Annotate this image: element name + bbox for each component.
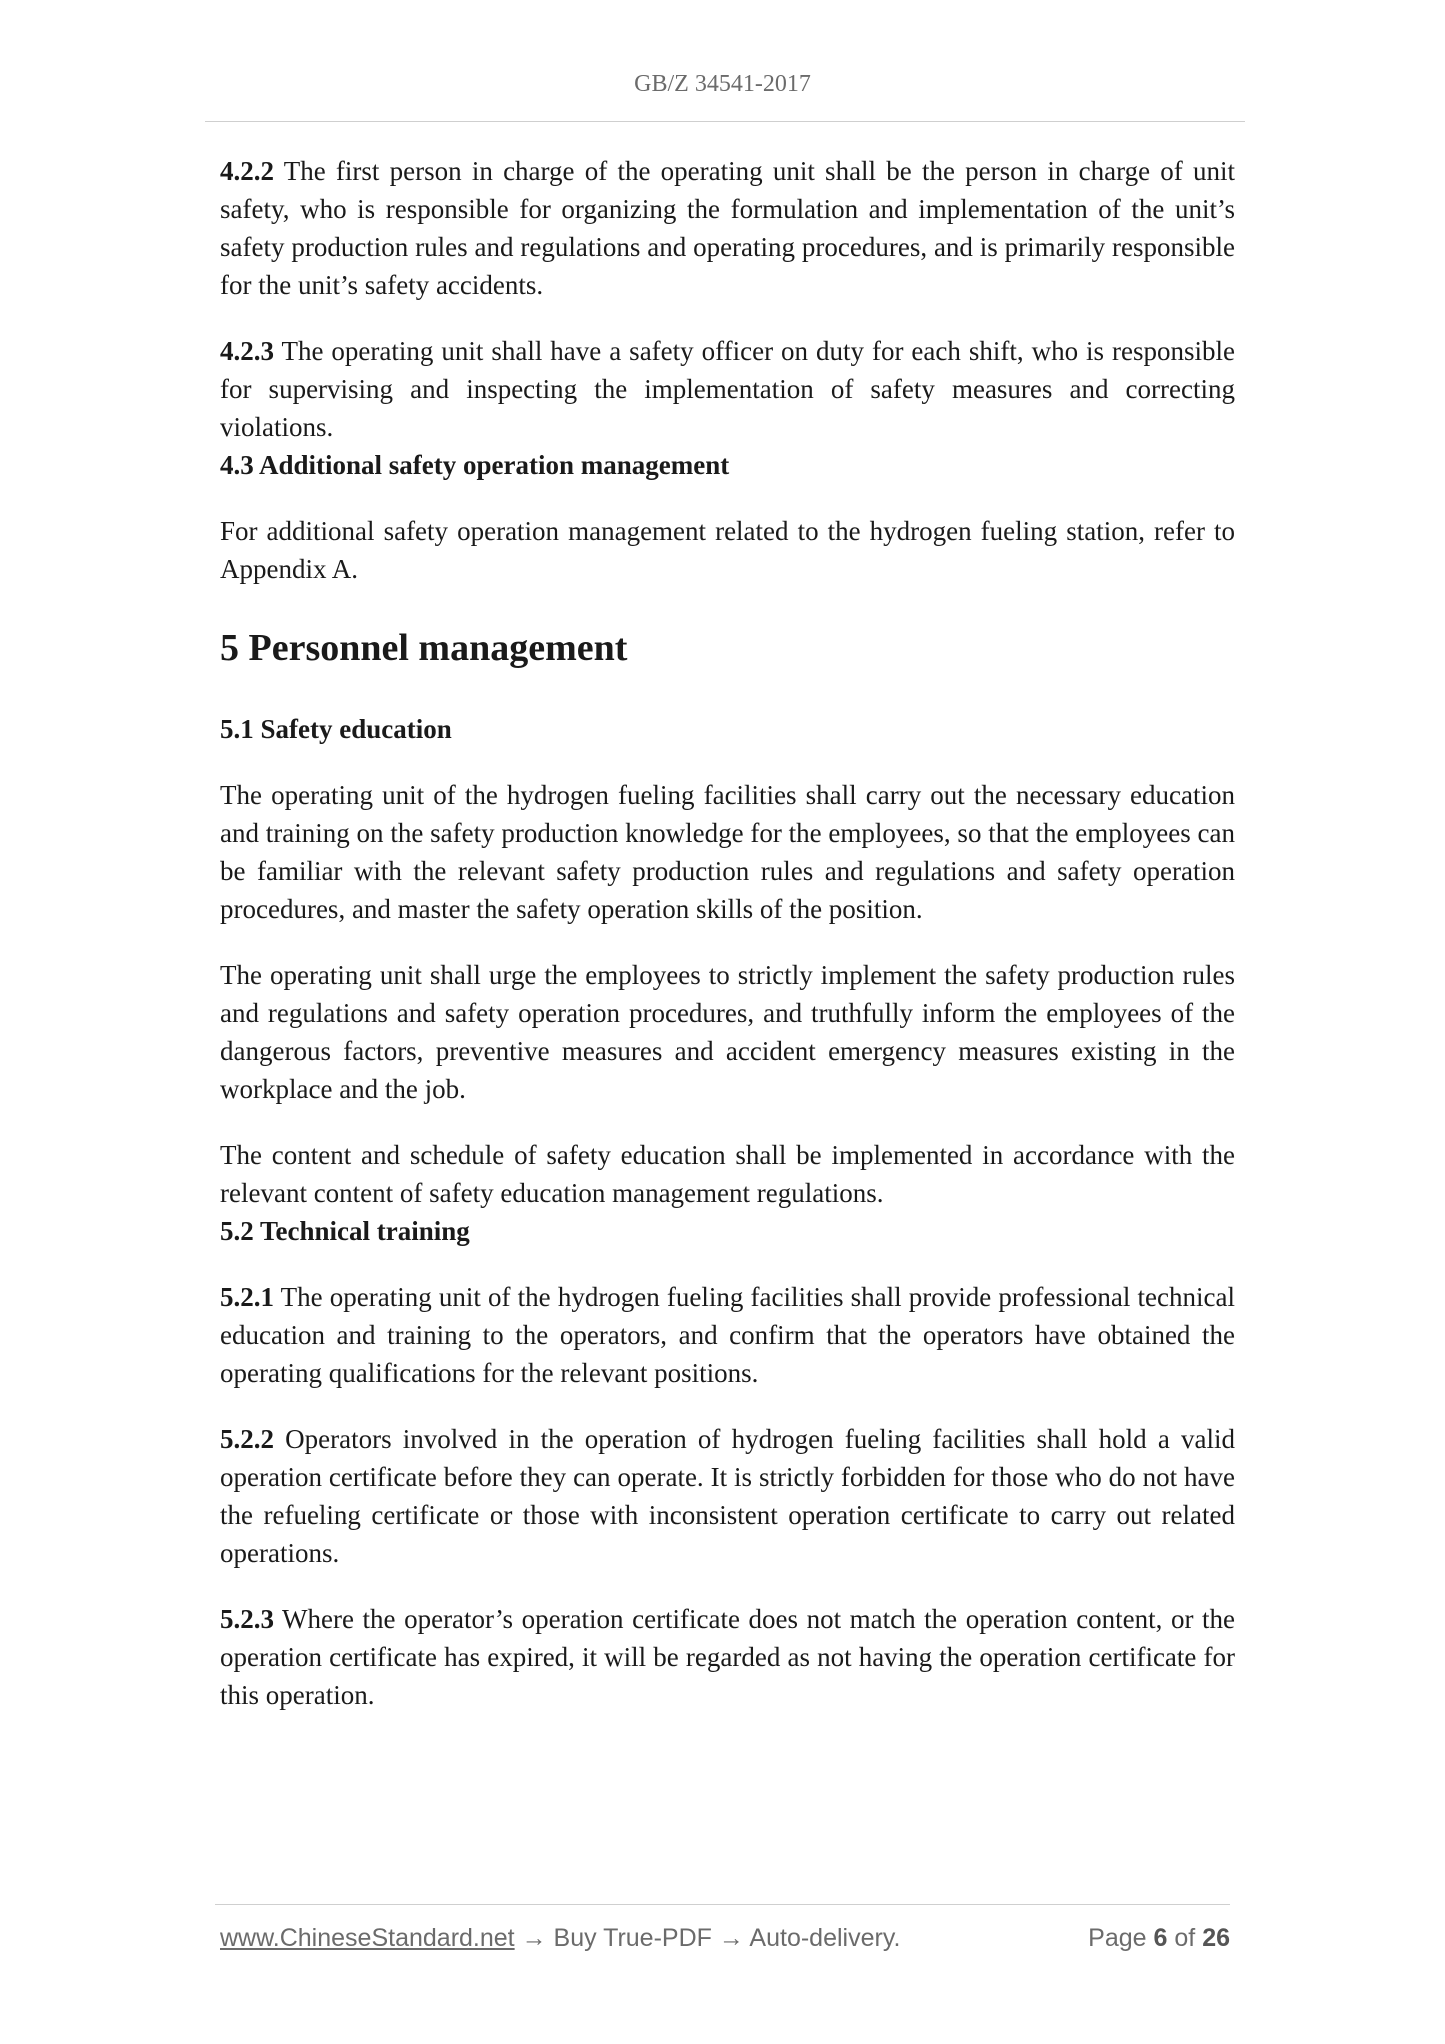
heading-5: 5 Personnel management <box>220 627 628 669</box>
clause-text: Where the operator’s operation certificate does not match the operation content, or the operation certificate has expired, it will be regarded as not having the operation certificate for this operation. <box>220 1604 1235 1710</box>
clause-number: 5.2.2 <box>220 1424 274 1454</box>
page-total: 26 <box>1202 1924 1230 1952</box>
heading-5-1: 5.1 Safety education <box>220 714 452 744</box>
footer-divider <box>215 1904 1230 1905</box>
page-number: 6 <box>1153 1924 1168 1952</box>
buy-text: Buy True-PDF <box>553 1924 712 1952</box>
clause-text: The operating unit of the hydrogen fueling facilities shall provide professional technical education and training to the operators, and confirm that the operators have obtained the operating qualifications for the relevant positions. <box>220 1282 1235 1388</box>
clause-number: 4.2.3 <box>220 336 274 366</box>
heading-5-2: 5.2 Technical training <box>220 1216 470 1246</box>
of-label: of <box>1174 1924 1196 1952</box>
arrow-icon: → <box>514 1924 554 1952</box>
clause-text: The first person in charge of the operating unit shall be the person in charge of unit safety, who is responsible for organizing the formulation and implementation of the unit’s safety production rules and regulations and operating procedures, and is primarily responsible for the unit’s safety accidents. <box>220 156 1235 300</box>
clause-5-2-2 <box>220 1420 1235 1572</box>
page-header: GB/Z 34541-2017 <box>634 71 811 97</box>
clause-number: 5.2.3 <box>220 1604 274 1634</box>
page-label: Page <box>1088 1924 1147 1952</box>
paragraph-5-1-a: The operating unit of the hydrogen fueling facilities shall carry out the necessary education and training on the safety production knowledge for the employees, so that the employees can be familiar with the relevant safety production rules and regulations and safety operation procedures, and master the safety operation skills of the position. <box>220 780 1235 924</box>
clause-5-2-1 <box>220 1278 1235 1392</box>
paragraph-5-1-c: The content and schedule of safety education shall be implemented in accordance with the relevant content of safety education management regulations. <box>220 1140 1235 1208</box>
clause-text: Operators involved in the operation of hydrogen fueling facilities shall hold a valid operation certificate before they can operate. It is strictly forbidden for those who do not have the refueling certificate or those with inconsistent operation certificate to carry out related operations. <box>220 1424 1235 1568</box>
heading-4-3: 4.3 Additional safety operation management <box>220 450 730 480</box>
header-divider <box>205 121 1245 122</box>
page-counter <box>1088 1924 1230 1953</box>
page-footer <box>220 1924 1230 1960</box>
auto-delivery-text: Auto-delivery. <box>749 1924 901 1952</box>
clause-4-2-2 <box>220 152 1235 304</box>
website-link[interactable]: www.ChineseStandard.net <box>220 1924 515 1952</box>
clause-number: 4.2.2 <box>220 156 274 186</box>
clause-number: 5.2.1 <box>220 1282 274 1312</box>
footer-promo <box>220 1924 900 1953</box>
clause-4-2-3 <box>220 332 1235 446</box>
paragraph-5-1-b: The operating unit shall urge the employees to strictly implement the safety production rules and regulations and safety operation procedures, and truthfully inform the employees of the dangerous factors, preventive measures and accident emergency measures existing in the workplace and the job. <box>220 960 1235 1104</box>
page-content <box>220 152 1235 1714</box>
paragraph-4-3: For additional safety operation management related to the hydrogen fueling station, refer to Appendix A. <box>220 516 1235 584</box>
arrow-icon: → <box>711 1924 750 1952</box>
clause-5-2-3 <box>220 1600 1235 1714</box>
clause-text: The operating unit shall have a safety officer on duty for each shift, who is responsible for supervising and inspecting the implementation of safety measures and correcting violations. <box>220 336 1235 442</box>
